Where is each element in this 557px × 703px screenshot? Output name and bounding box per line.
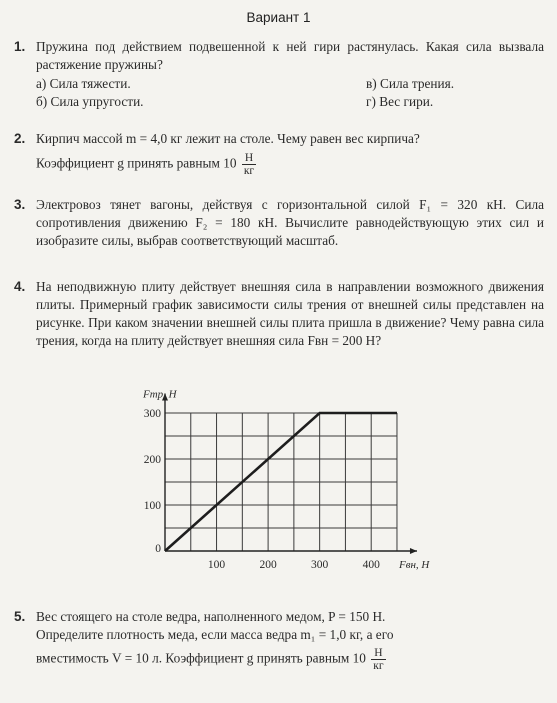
x-axis-label: Fвн, Н bbox=[398, 559, 430, 571]
task-2-coefficient-text: Коэффициент g принять равным 10 bbox=[36, 155, 237, 171]
x-tick-label: 300 bbox=[311, 559, 329, 571]
option-a: а) Сила тяжести. bbox=[36, 76, 131, 91]
x-tick-label: 200 bbox=[259, 559, 277, 571]
x-tick-label: 100 bbox=[207, 559, 226, 571]
chart-grid bbox=[165, 413, 397, 551]
task-3 bbox=[14, 196, 544, 250]
task-4 bbox=[14, 278, 544, 350]
chart-axes bbox=[162, 394, 417, 555]
task-1 bbox=[14, 38, 544, 111]
task-5-line-1: Вес стоящего на столе ведра, наполненного медом, P = 150 Н. bbox=[36, 609, 386, 624]
task-1-text: Пружина под действием подвешенной к ней гири растянулась. Какая сила вызвала растяжение пружины? bbox=[36, 39, 544, 72]
fraction-denominator: кг bbox=[373, 660, 384, 672]
option-v: в) Сила трения. bbox=[366, 76, 455, 91]
task-number: 5. bbox=[14, 609, 26, 624]
task-number: 1. bbox=[14, 39, 26, 54]
friction-graph bbox=[140, 375, 440, 585]
fraction-numerator: Н bbox=[371, 647, 385, 660]
x-axis-arrow bbox=[410, 548, 417, 554]
task-5-line-3 bbox=[36, 647, 544, 672]
task-number: 3. bbox=[14, 197, 26, 212]
y-tick-label: 300 bbox=[143, 408, 161, 420]
option-g: г) Вес гири. bbox=[366, 94, 434, 109]
option-b: б) Сила упругости. bbox=[36, 94, 144, 109]
origin-label: 0 bbox=[155, 543, 161, 555]
task-3-text: Электровоз тянет вагоны, действуя с горизонтальной силой F₁ = 320 кН. Сила сопротивления движению F₂ = 180 кН. Вычислите равнодействующую этих сил и изобразите силы, выбрав соответствующий масштаб. bbox=[36, 197, 544, 248]
task-2-line-1: Кирпич массой m = 4,0 кг лежит на столе. Чему равен вес кирпича? bbox=[36, 131, 420, 146]
task-5-line-2: Определите плотность меда, если масса ведра m₁ = 1,0 кг, а его bbox=[36, 627, 394, 642]
task-5-coefficient-text: вместимость V = 10 л. Коэффициент g принять равным 10 bbox=[36, 650, 366, 666]
task-number: 2. bbox=[14, 131, 26, 146]
task-5 bbox=[14, 608, 544, 672]
fraction-numerator: Н bbox=[242, 152, 256, 165]
chart-labels bbox=[142, 389, 430, 572]
y-tick-label: 100 bbox=[143, 500, 161, 512]
y-tick-label: 200 bbox=[143, 454, 161, 466]
task-2 bbox=[14, 130, 544, 177]
variant-title: Вариант 1 bbox=[246, 10, 311, 25]
unit-fraction bbox=[242, 152, 256, 177]
y-axis-label: Fтр, Н bbox=[143, 388, 177, 401]
task-number: 4. bbox=[14, 279, 26, 294]
task-4-text: На неподвижную плиту действует внешняя сила в направлении возможного движения плиты. Примерный график зависимости силы трения от внешней силы представлен на рисунке. При каком значении внешней силы плита пришла в движение? Чему равна сила трения, когда на плиту действует внешняя сила Fвн = 200 Н? bbox=[36, 279, 544, 348]
x-tick-label: 400 bbox=[362, 559, 380, 571]
task-2-line-2 bbox=[36, 152, 544, 177]
task-1-options bbox=[36, 75, 544, 111]
unit-fraction bbox=[371, 647, 385, 672]
fraction-denominator: кг bbox=[243, 165, 255, 177]
